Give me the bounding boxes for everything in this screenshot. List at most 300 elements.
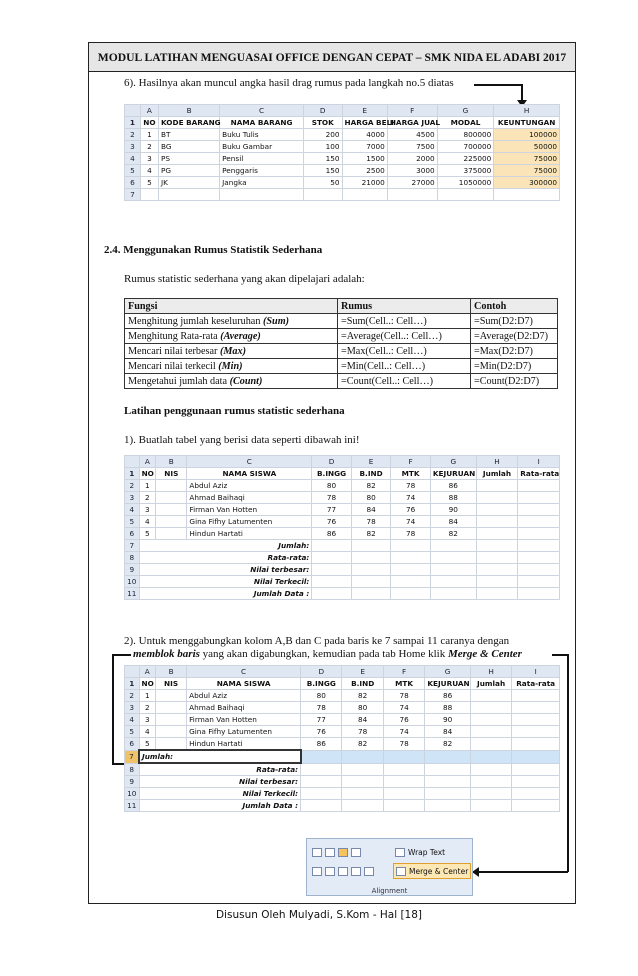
cell[interactable] [512, 702, 560, 714]
cell[interactable]: 700000 [437, 141, 494, 153]
cell[interactable] [512, 726, 560, 738]
header-cell[interactable]: NAMA SISWA [187, 468, 312, 480]
cell[interactable] [342, 750, 383, 763]
cell[interactable]: 4000 [342, 129, 387, 141]
cell[interactable] [470, 788, 511, 800]
cell[interactable] [156, 480, 187, 492]
row-number[interactable]: 9 [125, 776, 140, 788]
row-number[interactable]: 6 [125, 177, 141, 189]
cell[interactable] [518, 540, 560, 552]
cell[interactable]: 80 [351, 492, 391, 504]
cell[interactable] [476, 588, 518, 600]
align-horizontal-icons[interactable] [312, 864, 374, 878]
cell[interactable] [476, 492, 518, 504]
header-cell[interactable]: B.INGG [301, 678, 342, 690]
cell[interactable]: 1 [139, 480, 156, 492]
cell[interactable] [425, 763, 471, 776]
cell[interactable]: 3000 [387, 165, 437, 177]
column-header[interactable]: A [139, 666, 156, 678]
cell[interactable] [391, 564, 431, 576]
cell[interactable]: 2 [139, 702, 156, 714]
header-cell[interactable]: NO [139, 468, 156, 480]
cell[interactable]: Ahmad Baihaqi [187, 702, 301, 714]
column-header[interactable]: A [140, 105, 158, 117]
cell[interactable] [470, 690, 511, 702]
cell[interactable]: 150 [303, 165, 342, 177]
cell[interactable]: 76 [383, 714, 424, 726]
header-cell[interactable]: NIS [156, 678, 187, 690]
cell[interactable]: 50 [303, 177, 342, 189]
cell[interactable] [342, 788, 383, 800]
row-number[interactable]: 10 [125, 576, 140, 588]
cell[interactable] [156, 738, 187, 751]
cell[interactable]: 100000 [494, 129, 560, 141]
cell[interactable] [518, 504, 560, 516]
header-cell[interactable]: NAMA BARANG [220, 117, 304, 129]
column-header[interactable]: C [187, 456, 312, 468]
decrease-indent-icon[interactable] [351, 867, 361, 876]
cell[interactable] [140, 189, 158, 201]
cell[interactable]: 5 [140, 177, 158, 189]
cell[interactable]: Jangka [220, 177, 304, 189]
cell[interactable] [518, 480, 560, 492]
row-number[interactable]: 4 [125, 714, 140, 726]
cell[interactable] [512, 776, 560, 788]
cell[interactable]: 21000 [342, 177, 387, 189]
cell[interactable] [312, 552, 352, 564]
column-header[interactable]: I [518, 456, 560, 468]
cell[interactable] [383, 788, 424, 800]
cell[interactable] [387, 189, 437, 201]
column-header[interactable]: E [342, 105, 387, 117]
cell[interactable]: 2 [140, 141, 158, 153]
align-left-icon[interactable] [312, 867, 322, 876]
header-cell[interactable]: B.IND [342, 678, 383, 690]
cell[interactable]: Jumlah Data : [139, 588, 312, 600]
cell[interactable]: PS [158, 153, 219, 165]
cell[interactable]: 82 [425, 738, 471, 751]
cell[interactable]: 78 [391, 480, 431, 492]
cell[interactable]: 88 [430, 492, 476, 504]
row-number[interactable]: 3 [125, 492, 140, 504]
cell[interactable]: 4 [139, 726, 156, 738]
cell[interactable]: 84 [342, 714, 383, 726]
cell[interactable]: 78 [383, 738, 424, 751]
cell[interactable]: 4 [139, 516, 156, 528]
cell[interactable]: Pensil [220, 153, 304, 165]
cell[interactable]: 7500 [387, 141, 437, 153]
cell[interactable]: 1500 [342, 153, 387, 165]
header-cell[interactable]: KODE BARANG [158, 117, 219, 129]
cell[interactable] [518, 564, 560, 576]
cell[interactable] [312, 564, 352, 576]
cell[interactable] [470, 702, 511, 714]
cell[interactable] [301, 788, 342, 800]
cell[interactable]: 375000 [437, 165, 494, 177]
cell[interactable] [512, 714, 560, 726]
row-number[interactable]: 1 [125, 678, 140, 690]
cell[interactable] [351, 564, 391, 576]
cell[interactable]: 77 [301, 714, 342, 726]
cell[interactable] [342, 800, 383, 812]
column-header[interactable]: H [476, 456, 518, 468]
cell[interactable] [312, 576, 352, 588]
cell[interactable] [470, 726, 511, 738]
cell[interactable]: Buku Tulis [220, 129, 304, 141]
cell[interactable]: 86 [301, 738, 342, 751]
row-number[interactable]: 1 [125, 117, 141, 129]
cell[interactable] [470, 738, 511, 751]
cell[interactable] [430, 540, 476, 552]
header-cell[interactable]: KEJURUAN [430, 468, 476, 480]
cell[interactable]: 90 [425, 714, 471, 726]
row-number[interactable]: 9 [125, 564, 140, 576]
header-cell[interactable]: B.INGG [312, 468, 352, 480]
cell[interactable]: 78 [351, 516, 391, 528]
cell[interactable]: 5 [139, 528, 156, 540]
cell[interactable]: 2 [139, 492, 156, 504]
cell[interactable]: 100 [303, 141, 342, 153]
cell[interactable]: 76 [312, 516, 352, 528]
cell[interactable]: 80 [301, 690, 342, 702]
header-cell[interactable]: Rata-rata [518, 468, 560, 480]
cell[interactable] [476, 504, 518, 516]
row-number[interactable]: 4 [125, 504, 140, 516]
cell[interactable] [437, 189, 494, 201]
cell[interactable]: 86 [312, 528, 352, 540]
cell[interactable] [476, 576, 518, 588]
cell[interactable] [342, 776, 383, 788]
cell[interactable]: 150 [303, 153, 342, 165]
cell[interactable] [156, 702, 187, 714]
cell[interactable]: Firman Van Hotten [187, 504, 312, 516]
cell[interactable]: 82 [342, 738, 383, 751]
cell[interactable] [430, 588, 476, 600]
column-header[interactable]: C [220, 105, 304, 117]
cell[interactable]: Firman Van Hotten [187, 714, 301, 726]
align-top-icons[interactable] [312, 845, 361, 859]
cell[interactable] [476, 480, 518, 492]
cell[interactable]: Jumlah: [139, 750, 301, 763]
row-number[interactable]: 6 [125, 738, 140, 751]
wrap-text-button[interactable] [395, 845, 445, 859]
cell[interactable]: 86 [430, 480, 476, 492]
column-header[interactable]: D [312, 456, 352, 468]
row-number[interactable]: 2 [125, 129, 141, 141]
cell[interactable] [383, 763, 424, 776]
column-header[interactable]: E [351, 456, 391, 468]
row-number[interactable]: 2 [125, 690, 140, 702]
column-header[interactable] [125, 456, 140, 468]
cell[interactable]: 82 [351, 480, 391, 492]
cell[interactable] [301, 776, 342, 788]
cell[interactable] [518, 576, 560, 588]
cell[interactable] [476, 528, 518, 540]
header-cell[interactable]: HARGA BELI [342, 117, 387, 129]
cell[interactable]: Hindun Hartati [187, 738, 301, 751]
increase-indent-icon[interactable] [364, 867, 374, 876]
row-number[interactable]: 8 [125, 763, 140, 776]
cell[interactable] [518, 528, 560, 540]
cell[interactable] [383, 750, 424, 763]
cell[interactable]: Gina Fifhy Latumenten [187, 726, 301, 738]
cell[interactable]: 200 [303, 129, 342, 141]
cell[interactable]: 4500 [387, 129, 437, 141]
cell[interactable] [301, 763, 342, 776]
cell[interactable]: 3 [139, 714, 156, 726]
cell[interactable]: 3 [140, 153, 158, 165]
cell[interactable]: Penggaris [220, 165, 304, 177]
column-header[interactable]: E [342, 666, 383, 678]
cell[interactable]: 75000 [494, 165, 560, 177]
cell[interactable] [301, 750, 342, 763]
column-header[interactable]: F [387, 105, 437, 117]
cell[interactable]: 74 [383, 702, 424, 714]
cell[interactable]: 74 [391, 516, 431, 528]
cell[interactable] [351, 588, 391, 600]
cell[interactable] [391, 588, 431, 600]
column-header[interactable]: F [383, 666, 424, 678]
column-header[interactable]: I [512, 666, 560, 678]
column-header[interactable]: B [156, 456, 187, 468]
row-number[interactable]: 6 [125, 528, 140, 540]
cell[interactable] [512, 738, 560, 751]
cell[interactable] [391, 552, 431, 564]
cell[interactable] [476, 552, 518, 564]
cell[interactable] [158, 189, 219, 201]
cell[interactable] [512, 750, 560, 763]
header-cell[interactable]: HARGA JUAL [387, 117, 437, 129]
cell[interactable]: Rata-rata: [139, 552, 312, 564]
row-number[interactable]: 8 [125, 552, 140, 564]
cell[interactable]: 76 [301, 726, 342, 738]
row-number[interactable]: 7 [125, 750, 140, 763]
header-cell[interactable]: MODAL [437, 117, 494, 129]
cell[interactable] [220, 189, 304, 201]
header-cell[interactable]: NIS [156, 468, 187, 480]
cell[interactable] [156, 492, 187, 504]
cell[interactable]: 4 [140, 165, 158, 177]
cell[interactable]: 78 [391, 528, 431, 540]
cell[interactable]: Jumlah Data : [139, 800, 301, 812]
cell[interactable]: 1 [140, 129, 158, 141]
cell[interactable]: 75000 [494, 153, 560, 165]
column-header[interactable]: B [156, 666, 187, 678]
cell[interactable]: Nilai Terkecil: [139, 576, 312, 588]
cell[interactable]: 82 [351, 528, 391, 540]
cell[interactable] [518, 552, 560, 564]
header-cell[interactable]: Rata-rata [512, 678, 560, 690]
cell[interactable] [430, 564, 476, 576]
row-number[interactable]: 2 [125, 480, 140, 492]
merge-center-button[interactable] [393, 863, 471, 879]
cell[interactable] [351, 552, 391, 564]
cell[interactable] [470, 763, 511, 776]
cell[interactable] [425, 750, 471, 763]
row-number[interactable]: 11 [125, 588, 140, 600]
row-number[interactable]: 5 [125, 165, 141, 177]
row-number[interactable]: 11 [125, 800, 140, 812]
cell[interactable]: 1 [139, 690, 156, 702]
cell[interactable]: Abdul Aziz [187, 690, 301, 702]
cell[interactable]: Ahmad Baihaqi [187, 492, 312, 504]
cell[interactable] [156, 714, 187, 726]
cell[interactable] [383, 776, 424, 788]
column-header[interactable]: H [470, 666, 511, 678]
row-number[interactable]: 1 [125, 468, 140, 480]
cell[interactable] [383, 800, 424, 812]
cell[interactable]: 78 [312, 492, 352, 504]
cell[interactable]: Hindun Hartati [187, 528, 312, 540]
cell[interactable]: 80 [312, 480, 352, 492]
cell[interactable] [518, 588, 560, 600]
row-number[interactable]: 3 [125, 702, 140, 714]
cell[interactable] [312, 540, 352, 552]
cell[interactable]: 50000 [494, 141, 560, 153]
cell[interactable] [156, 528, 187, 540]
cell[interactable] [342, 763, 383, 776]
cell[interactable]: 74 [391, 492, 431, 504]
cell[interactable]: BG [158, 141, 219, 153]
cell[interactable]: Rata-rata: [139, 763, 301, 776]
column-header[interactable] [125, 666, 140, 678]
cell[interactable]: BT [158, 129, 219, 141]
column-header[interactable]: D [301, 666, 342, 678]
cell[interactable]: 84 [425, 726, 471, 738]
cell[interactable]: 76 [391, 504, 431, 516]
cell[interactable] [156, 504, 187, 516]
header-cell[interactable]: Jumlah [470, 678, 511, 690]
cell[interactable] [156, 726, 187, 738]
cell[interactable] [351, 540, 391, 552]
cell[interactable] [512, 763, 560, 776]
cell[interactable] [391, 576, 431, 588]
orientation-icon[interactable] [351, 848, 361, 857]
row-number[interactable]: 5 [125, 726, 140, 738]
cell[interactable] [430, 576, 476, 588]
header-cell[interactable]: MTK [383, 678, 424, 690]
column-header[interactable]: C [187, 666, 301, 678]
cell[interactable] [156, 516, 187, 528]
cell[interactable]: 1050000 [437, 177, 494, 189]
cell[interactable] [512, 800, 560, 812]
cell[interactable] [494, 189, 560, 201]
cell[interactable] [156, 690, 187, 702]
header-cell[interactable]: Jumlah [476, 468, 518, 480]
cell[interactable] [476, 540, 518, 552]
cell[interactable]: 3 [139, 504, 156, 516]
header-cell[interactable]: NO [140, 117, 158, 129]
cell[interactable] [303, 189, 342, 201]
cell[interactable] [470, 776, 511, 788]
align-middle-icon[interactable] [325, 848, 335, 857]
column-header[interactable]: A [139, 456, 156, 468]
cell[interactable] [518, 492, 560, 504]
cell[interactable] [476, 516, 518, 528]
cell[interactable] [470, 714, 511, 726]
header-cell[interactable]: KEJURUAN [425, 678, 471, 690]
cell[interactable] [425, 800, 471, 812]
column-header[interactable]: B [158, 105, 219, 117]
cell[interactable]: 84 [351, 504, 391, 516]
cell[interactable]: 800000 [437, 129, 494, 141]
column-header[interactable]: D [303, 105, 342, 117]
column-header[interactable]: F [391, 456, 431, 468]
cell[interactable] [476, 564, 518, 576]
cell[interactable]: Abdul Aziz [187, 480, 312, 492]
cell[interactable]: 74 [383, 726, 424, 738]
cell[interactable] [512, 788, 560, 800]
cell[interactable] [470, 750, 511, 763]
row-number[interactable]: 7 [125, 189, 141, 201]
cell[interactable]: 84 [430, 516, 476, 528]
column-header[interactable]: G [430, 456, 476, 468]
column-header[interactable]: G [425, 666, 471, 678]
cell[interactable]: Nilai terbesar: [139, 564, 312, 576]
cell[interactable]: 90 [430, 504, 476, 516]
cell[interactable]: 7000 [342, 141, 387, 153]
cell[interactable]: 82 [430, 528, 476, 540]
cell[interactable]: 78 [383, 690, 424, 702]
cell[interactable]: 80 [342, 702, 383, 714]
header-cell[interactable]: KEUNTUNGAN [494, 117, 560, 129]
row-number[interactable]: 10 [125, 788, 140, 800]
cell[interactable]: 78 [342, 726, 383, 738]
cell[interactable]: 77 [312, 504, 352, 516]
cell[interactable]: PG [158, 165, 219, 177]
cell[interactable] [470, 800, 511, 812]
cell[interactable] [301, 800, 342, 812]
row-number[interactable]: 5 [125, 516, 140, 528]
cell[interactable]: 2500 [342, 165, 387, 177]
cell[interactable]: 82 [342, 690, 383, 702]
align-top-icon[interactable] [312, 848, 322, 857]
cell[interactable]: Nilai Terkecil: [139, 788, 301, 800]
cell[interactable] [342, 189, 387, 201]
cell[interactable]: 225000 [437, 153, 494, 165]
cell[interactable] [312, 588, 352, 600]
cell[interactable]: JK [158, 177, 219, 189]
cell[interactable]: Jumlah: [139, 540, 312, 552]
cell[interactable]: 88 [425, 702, 471, 714]
row-number[interactable]: 7 [125, 540, 140, 552]
cell[interactable] [351, 576, 391, 588]
cell[interactable]: 78 [301, 702, 342, 714]
column-header[interactable]: G [437, 105, 494, 117]
cell[interactable]: 86 [425, 690, 471, 702]
cell[interactable] [430, 552, 476, 564]
cell[interactable] [391, 540, 431, 552]
header-cell[interactable]: STOK [303, 117, 342, 129]
row-number[interactable]: 3 [125, 141, 141, 153]
column-header[interactable] [125, 105, 141, 117]
align-center-icon[interactable] [325, 867, 335, 876]
align-right-icon[interactable] [338, 867, 348, 876]
cell[interactable]: 5 [139, 738, 156, 751]
column-header[interactable]: H [494, 105, 560, 117]
cell[interactable]: Buku Gambar [220, 141, 304, 153]
cell[interactable]: 300000 [494, 177, 560, 189]
cell[interactable]: 27000 [387, 177, 437, 189]
cell[interactable]: Gina Fifhy Latumenten [187, 516, 312, 528]
align-bottom-icon[interactable] [338, 848, 348, 857]
header-cell[interactable]: MTK [391, 468, 431, 480]
header-cell[interactable]: NAMA SISWA [187, 678, 301, 690]
row-number[interactable]: 4 [125, 153, 141, 165]
cell[interactable]: 2000 [387, 153, 437, 165]
header-cell[interactable]: B.IND [351, 468, 391, 480]
cell[interactable] [425, 788, 471, 800]
